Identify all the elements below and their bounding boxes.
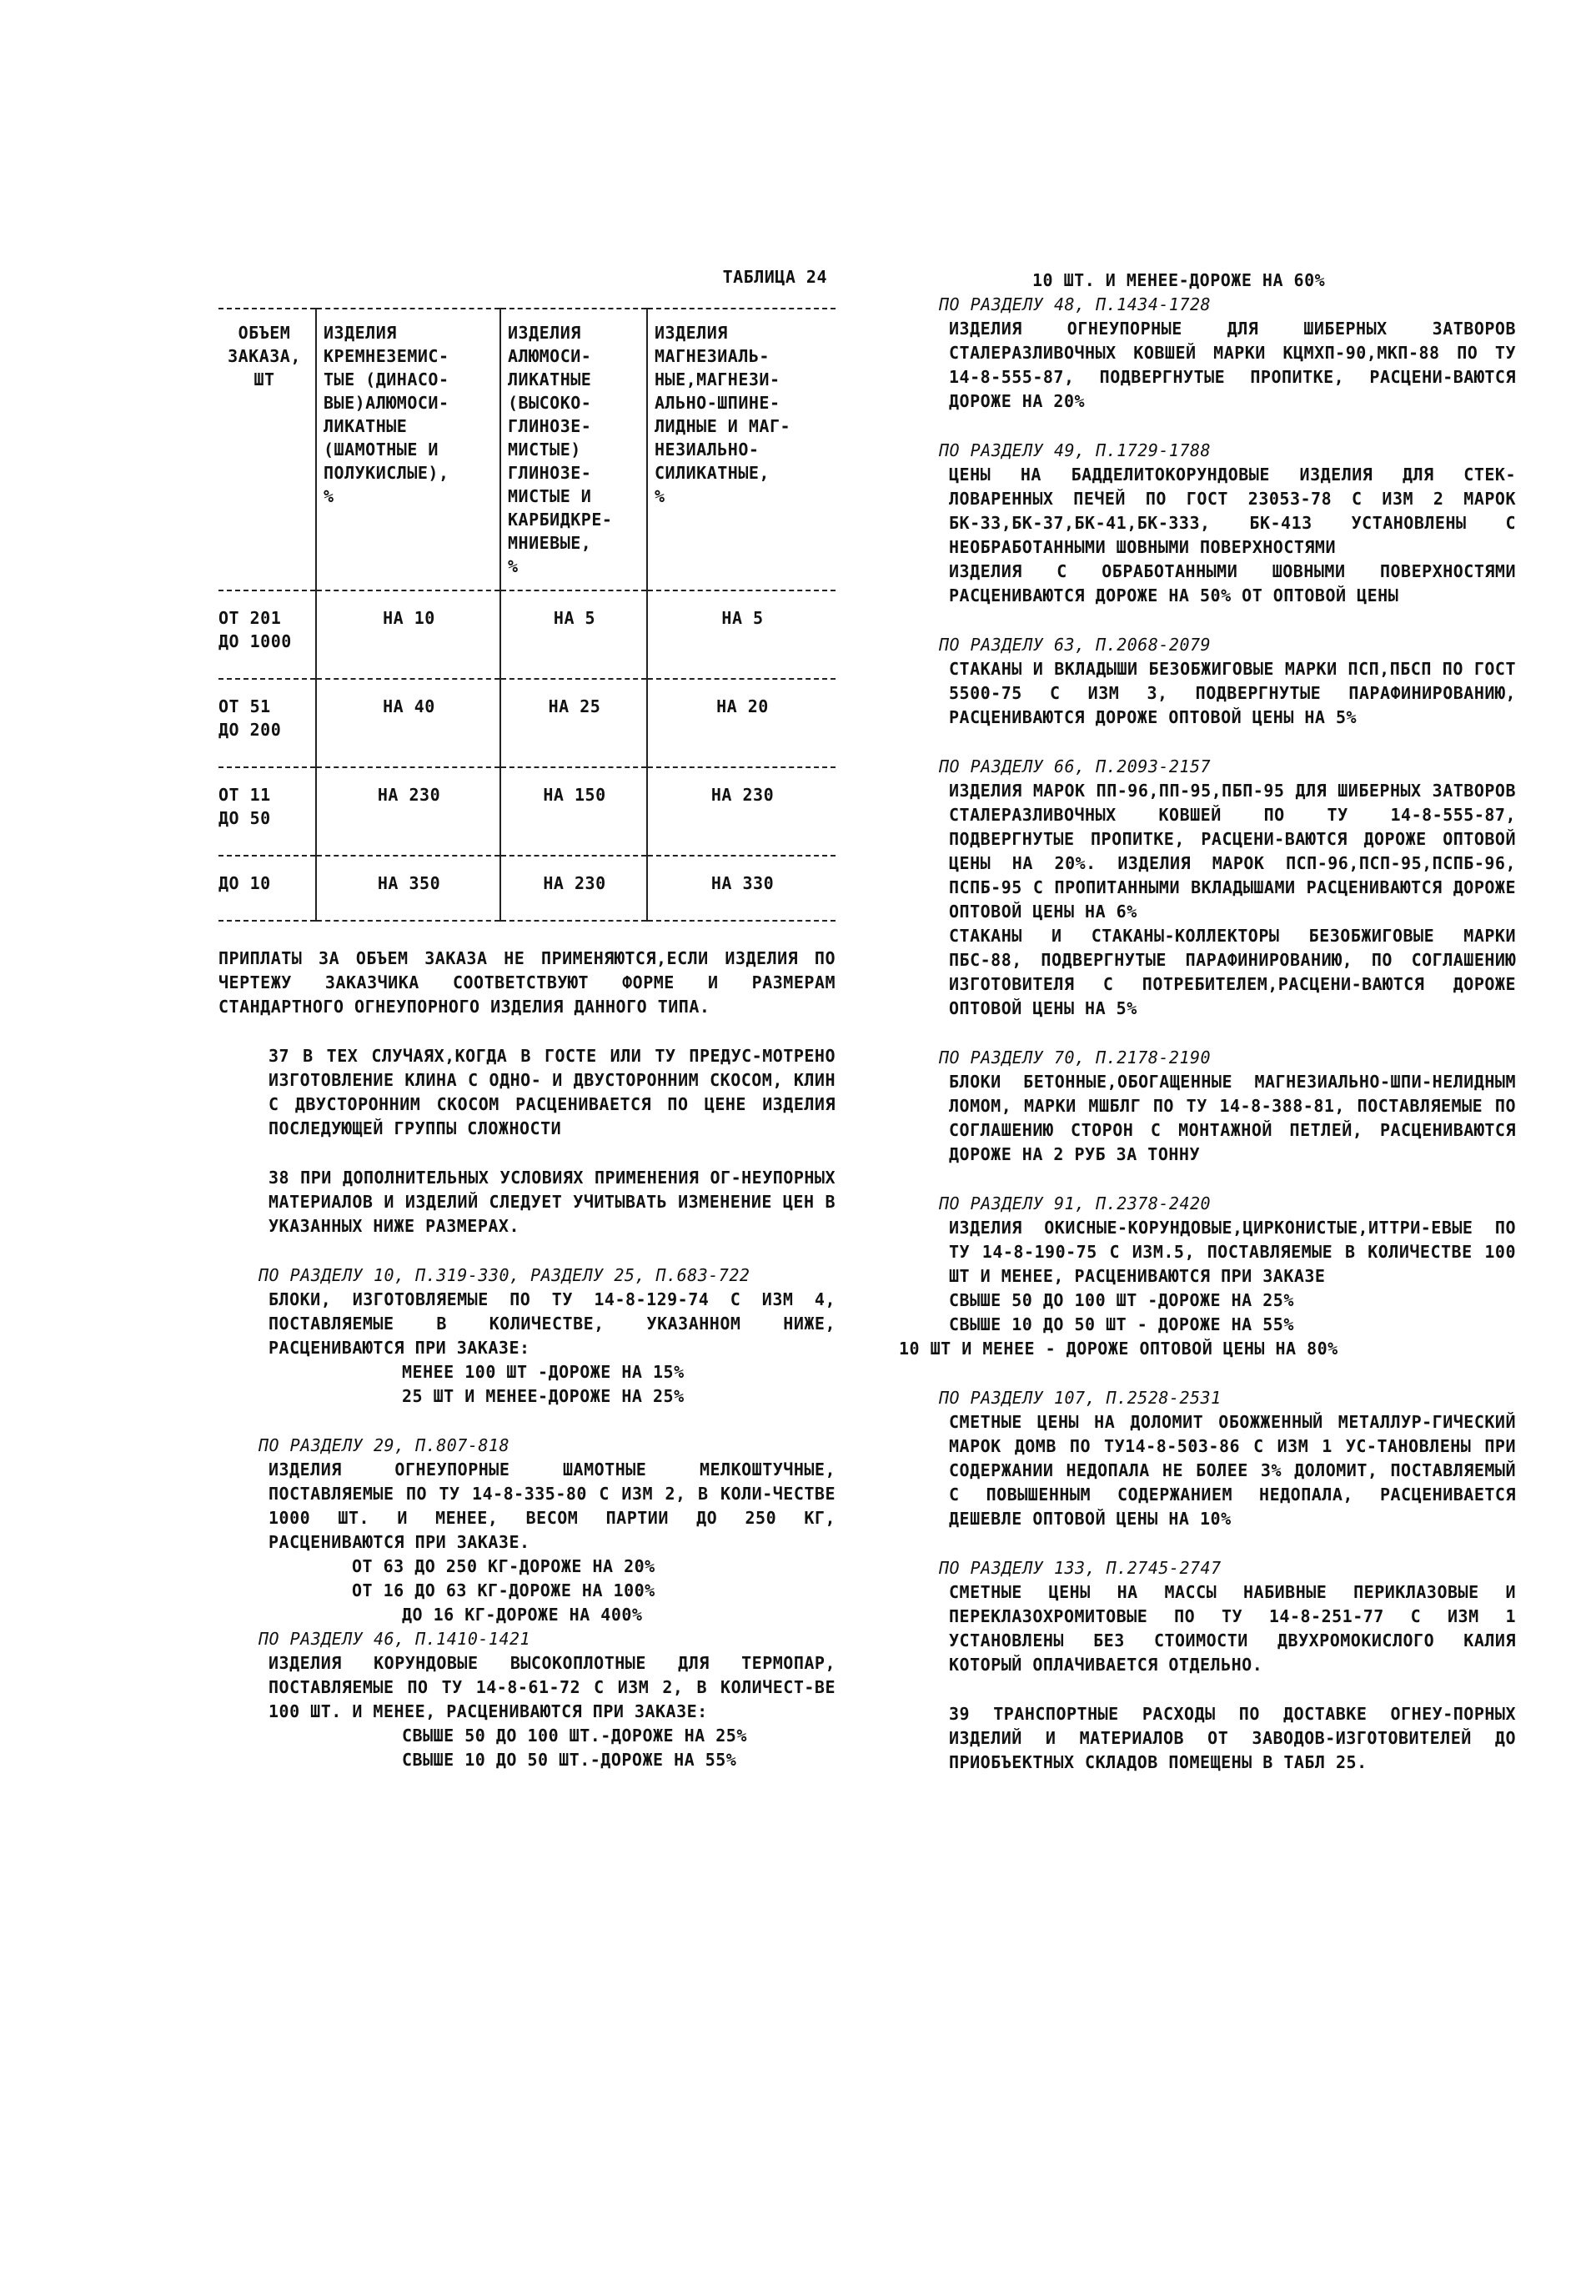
section-text: ИЗДЕЛИЯ ОГНЕУПОРНЫЕ ШАМОТНЫЕ МЕЛКОШТУЧНЫЕ, ПОСТАВЛЯЕМЫЕ ПО ТУ 14-8-335-80 С ИЗМ 2, В КОЛИ-ЧЕСТВЕ 1000 ШТ. И МЕНЕЕ, ВЕСОМ ПАРТИИ ДО 250 КГ, РАСЦЕНИВАЮТСЯ ПРИ ЗАКАЗЕ. [269, 1459, 836, 1552]
right-column [899, 269, 1516, 1775]
section-70 [899, 1046, 1516, 1167]
table-cell: НА 10 [316, 590, 500, 679]
section-133 [899, 1556, 1516, 1677]
table-row [218, 590, 836, 679]
table-cell: ОТ 51 ДО 200 [218, 696, 282, 740]
table-cell: НА 20 [647, 679, 836, 767]
table-caption: ТАБЛИЦА 24 [722, 267, 827, 287]
section-66 [899, 755, 1516, 1021]
section-line: СВЫШЕ 10 ДО 50 ШТ - ДОРОЖЕ НА 55% [949, 1314, 1294, 1334]
section-line: СВЫШЕ 10 ДО 50 ШТ.-ДОРОЖЕ НА 55% [402, 1750, 737, 1770]
section-text: БЛОКИ, ИЗГОТОВЛЯЕМЫЕ ПО ТУ 14-8-129-74 С ИЗМ 4, ПОСТАВЛЯЕМЫЕ В КОЛИЧЕСТВЕ, УКАЗАННОМ НИЖЕ, РАСЦЕНИВАЮТСЯ ПРИ ЗАКАЗЕ: [269, 1289, 836, 1358]
table-cell: НА 230 [316, 767, 500, 856]
section-ref: ПО РАЗДЕЛУ 107, П.2528-2531 [939, 1388, 1222, 1408]
section-text: ИЗДЕЛИЯ КОРУНДОВЫЕ ВЫСОКОПЛОТНЫЕ ДЛЯ ТЕРМОПАР, ПОСТАВЛЯЕМЫЕ ПО ТУ 14-8-61-72 С ИЗМ 2, В КОЛИЧЕСТ-ВЕ 100 ШТ. И МЕНЕЕ, РАСЦЕНИВАЮТСЯ ПРИ ЗАКАЗЕ: [269, 1653, 836, 1721]
section-ref: ПО РАЗДЕЛУ 49, П.1729-1788 [939, 440, 1212, 460]
section-text: СТАКАНЫ И ВКЛАДЫШИ БЕЗОБЖИГОВЫЕ МАРКИ ПСП,ПБСП ПО ГОСТ 5500-75 С ИЗМ 3, ПОДВЕРГНУТЫЕ ПАРАФИНИРОВАНИЮ, РАСЦЕНИВАЮТСЯ ДОРОЖЕ ОПТОВОЙ ЦЕНЫ НА 5% [949, 659, 1516, 727]
section-ref: ПО РАЗДЕЛУ 48, П.1434-1728 [939, 294, 1212, 314]
section-ref: ПО РАЗДЕЛУ 63, П.2068-2079 [939, 635, 1212, 655]
section-107 [899, 1386, 1516, 1531]
section-ref: ПО РАЗДЕЛУ 46, П.1410-1421 [258, 1629, 531, 1649]
section-line: 25 ШТ И МЕНЕЕ-ДОРОЖЕ НА 25% [402, 1386, 685, 1406]
section-63 [899, 633, 1516, 730]
note-volume-surcharge: ПРИПЛАТЫ ЗА ОБЪЕМ ЗАКАЗА НЕ ПРИМЕНЯЮТСЯ,ЕСЛИ ИЗДЕЛИЯ ПО ЧЕРТЕЖУ ЗАКАЗЧИКА СООТВЕТСТВУЮТ ФОРМЕ И РАЗМЕРАМ СТАНДАРТНОГО ОГНЕУПОРНОГО ИЗДЕЛИЯ ДАННОГО ТИПА. [218, 948, 836, 1017]
table-cell: НА 5 [500, 590, 647, 679]
section-ref: ПО РАЗДЕЛУ 29, П.807-818 [258, 1435, 509, 1455]
section-text: ИЗДЕЛИЯ МАРОК ПП-96,ПП-95,ПБП-95 ДЛЯ ШИБЕРНЫХ ЗАТВОРОВ СТАЛЕРАЗЛИВОЧНЫХ КОВШЕЙ ПО ТУ 14-8-555-87, ПОДВЕРГНУТЫЕ ПРОПИТКЕ, РАСЦЕНИ-ВАЮТСЯ ДОРОЖЕ ОПТОВОЙ ЦЕНЫ НА 20%. ИЗДЕЛИЯ МАРОК ПСП-96,ПСП-95,ПСПБ-96, ПСПБ-95 С ПРОПИТАННЫМИ ВКЛАДЫШАМИ РАСЦЕНИВАЮТСЯ ДОРОЖЕ ОПТОВОЙ ЦЕНЫ НА 6% [949, 781, 1516, 922]
section-line: 10 ШТ И МЕНЕЕ - ДОРОЖЕ ОПТОВОЙ ЦЕНЫ НА 80% [899, 1339, 1338, 1359]
section-line: СВЫШЕ 50 ДО 100 ШТ.-ДОРОЖЕ НА 25% [402, 1726, 747, 1746]
section-29 [218, 1434, 836, 1627]
order-volume-table [218, 308, 836, 922]
section-46 [218, 1627, 836, 1772]
section-text: ЦЕНЫ НА БАДДЕЛИТОКОРУНДОВЫЕ ИЗДЕЛИЯ ДЛЯ СТЕК-ЛОВАРЕННЫХ ПЕЧЕЙ ПО ГОСТ 23053-78 С ИЗМ 2 МАРОК БК-33,БК-37,БК-41,БК-333, БК-413 УСТАНОВЛЕНЫ С НЕОБРАБОТАННЫМИ ШОВНЫМИ ПОВЕРХНОСТЯМИ [949, 465, 1516, 557]
section-line: ОТ 16 ДО 63 КГ-ДОРОЖЕ НА 100% [352, 1580, 655, 1600]
header-cell-volume: ОБЪЕМ ЗАКАЗА, ШТ [228, 323, 301, 389]
table-row [218, 679, 836, 767]
paragraph-37: 37 В ТЕХ СЛУЧАЯХ,КОГДА В ГОСТЕ ИЛИ ТУ ПРЕДУС-МОТРЕНО ИЗГОТОВЛЕНИЕ КЛИНА С ОДНО- И ДВУСТОРОННИМ СКОСОМ, КЛИН С ДВУСТОРОННИМ СКОСОМ РАСЦЕНИВАЕТСЯ ПО ЦЕНЕ ИЗДЕЛИЯ ПОСЛЕДУЮЩЕЙ ГРУППЫ СЛОЖНОСТИ [269, 1046, 836, 1138]
section-text: СМЕТНЫЕ ЦЕНЫ НА ДОЛОМИТ ОБОЖЖЕННЫЙ МЕТАЛЛУР-ГИЧЕСКИЙ МАРОК ДОМВ ПО ТУ14-8-503-86 С ИЗМ 1 УС-ТАНОВЛЕНЫ ПРИ СОДЕРЖАНИИ НЕДОПАЛА НЕ БОЛЕЕ 3% ДОЛОМИТ, ПОСТАВЛЯЕМЫЙ С ПОВЫШЕННЫМ СОДЕРЖАНИЕМ НЕДОПАЛА, РАСЦЕНИВАЕТСЯ ДЕШЕВЛЕ ОПТОВОЙ ЦЕНЫ НА 10% [949, 1412, 1516, 1529]
table-row [218, 856, 836, 921]
section-ref: ПО РАЗДЕЛУ 70, П.2178-2190 [939, 1048, 1212, 1068]
left-column [218, 265, 836, 1772]
section-49 [899, 439, 1516, 608]
table-cell: НА 350 [316, 856, 500, 921]
section-line: МЕНЕЕ 100 ШТ -ДОРОЖЕ НА 15% [402, 1362, 685, 1382]
section-text: ИЗДЕЛИЯ ОКИСНЫЕ-КОРУНДОВЫЕ,ЦИРКОНИСТЫЕ,ИТТРИ-ЕВЫЕ ПО ТУ 14-8-190-75 С ИЗМ.5, ПОСТАВЛЯЕМЫЕ В КОЛИЧЕСТВЕ 100 ШТ И МЕНЕЕ, РАСЦЕНИВАЮТСЯ ПРИ ЗАКАЗЕ [949, 1218, 1516, 1286]
table-cell: НА 25 [500, 679, 647, 767]
section-text-2: ИЗДЕЛИЯ С ОБРАБОТАННЫМИ ШОВНЫМИ ПОВЕРХНОСТЯМИ РАСЦЕНИВАЮТСЯ ДОРОЖЕ НА 50% ОТ ОПТОВОЙ ЦЕНЫ [949, 561, 1516, 605]
section-ref: ПО РАЗДЕЛУ 133, П.2745-2747 [939, 1558, 1222, 1578]
table-header-row [218, 309, 836, 590]
section-line: ОТ 63 ДО 250 КГ-ДОРОЖЕ НА 20% [352, 1556, 655, 1576]
section-text: БЛОКИ БЕТОННЫЕ,ОБОГАЩЕННЫЕ МАГНЕЗИАЛЬНО-ШПИ-НЕЛИДНЫМ ЛОМОМ, МАРКИ МШБЛГ ПО ТУ 14-8-388-81, ПОСТАВЛЯЕМЫЕ ПО СОГЛАШЕНИЮ СТОРОН С МОНТАЖНОЙ ПЕТЛЕЙ, РАСЦЕНИВАЮТСЯ ДОРОЖЕ НА 2 РУБ ЗА ТОННУ [949, 1072, 1516, 1164]
table-cell: ОТ 201 ДО 1000 [218, 608, 292, 651]
section-ref: ПО РАЗДЕЛУ 10, П.319-330, РАЗДЕЛУ 25, П.683-722 [258, 1265, 750, 1285]
table-cell: НА 5 [647, 590, 836, 679]
section-text-2: СТАКАНЫ И СТАКАНЫ-КОЛЛЕКТОРЫ БЕЗОБЖИГОВЫЕ МАРКИ ПБС-88, ПОДВЕРГНУТЫЕ ПАРАФИНИРОВАНИЮ, ПО СОГЛАШЕНИЮ ИЗГОТОВИТЕЛЯ С ПОТРЕБИТЕЛЕМ,РАСЦЕНИ-ВАЮТСЯ ДОРОЖЕ ОПТОВОЙ ЦЕНЫ НА 5% [949, 926, 1516, 1018]
table-cell: ДО 10 [218, 873, 271, 893]
header-cell-alumina: ИЗДЕЛИЯ АЛЮМОСИ- ЛИКАТНЫЕ (ВЫСОКО- ГЛИНОЗЕ- МИСТЫЕ) ГЛИНОЗЕ- МИСТЫЕ И КАРБИДКРЕ- МНИЕВЫЕ, % [500, 309, 647, 590]
section-10 [218, 1264, 836, 1409]
section-line: СВЫШЕ 50 ДО 100 ШТ -ДОРОЖЕ НА 25% [949, 1290, 1294, 1310]
table-cell: НА 330 [647, 856, 836, 921]
section-text: СМЕТНЫЕ ЦЕНЫ НА МАССЫ НАБИВНЫЕ ПЕРИКЛАЗОВЫЕ И ПЕРЕКЛАЗОХРОМИТОВЫЕ ПО ТУ 14-8-251-77 С ИЗМ 1 УСТАНОВЛЕНЫ БЕЗ СТОИМОСТИ ДВУХРОМОКИСЛОГО КАЛИЯ КОТОРЫЙ ОПЛАЧИВАЕТСЯ ОТДЕЛЬНО. [949, 1582, 1516, 1675]
table-cell: НА 40 [316, 679, 500, 767]
section-ref: ПО РАЗДЕЛУ 91, П.2378-2420 [939, 1193, 1212, 1213]
continued-line: 10 ШТ. И МЕНЕЕ-ДОРОЖЕ НА 60% [1032, 270, 1326, 290]
table-row [218, 767, 836, 856]
section-line: ДО 16 КГ-ДОРОЖЕ НА 400% [402, 1605, 643, 1625]
table-cell: НА 230 [500, 856, 647, 921]
table-cell: НА 150 [500, 767, 647, 856]
section-ref: ПО РАЗДЕЛУ 66, П.2093-2157 [939, 756, 1212, 776]
table-cell: ОТ 11 ДО 50 [218, 785, 271, 828]
section-text: ИЗДЕЛИЯ ОГНЕУПОРНЫЕ ДЛЯ ШИБЕРНЫХ ЗАТВОРОВ СТАЛЕРАЗЛИВОЧНЫХ КОВШЕЙ МАРКИ КЦМХП-90,МКП-88 ПО ТУ 14-8-555-87, ПОДВЕРГНУТЫЕ ПРОПИТКЕ, РАСЦЕНИ-ВАЮТСЯ ДОРОЖЕ НА 20% [949, 319, 1516, 411]
paragraph-39: 39 ТРАНСПОРТНЫЕ РАСХОДЫ ПО ДОСТАВКЕ ОГНЕУ-ПОРНЫХ ИЗДЕЛИЙ И МАТЕРИАЛОВ ОТ ЗАВОДОВ-ИЗГОТОВИТЕЛЕЙ ДО ПРИОБЪЕКТНЫХ СКЛАДОВ ПОМЕЩЕНЫ В ТАБЛ 25. [949, 1704, 1516, 1772]
table-cell: НА 230 [647, 767, 836, 856]
paragraph-38: 38 ПРИ ДОПОЛНИТЕЛЬНЫХ УСЛОВИЯХ ПРИМЕНЕНИЯ ОГ-НЕУПОРНЫХ МАТЕРИАЛОВ И ИЗДЕЛИЙ СЛЕДУЕТ УЧИТЫВАТЬ ИЗМЕНЕНИЕ ЦЕН В УКАЗАННЫХ НИЖЕ РАЗМЕРАХ. [269, 1168, 836, 1236]
section-91 [899, 1192, 1516, 1361]
header-cell-magnesia: ИЗДЕЛИЯ МАГНЕЗИАЛЬ- НЫЕ,МАГНЕЗИ- АЛЬНО-ШПИНЕ- ЛИДНЫЕ И МАГ- НЕЗИАЛЬНО- СИЛИКАТНЫЕ, % [647, 309, 836, 590]
section-48 [899, 293, 1516, 414]
header-cell-silica: ИЗДЕЛИЯ КРЕМНЕЗЕМИС- ТЫЕ (ДИНАСО- ВЫЕ)АЛЮМОСИ- ЛИКАТНЫЕ (ШАМОТНЫЕ И ПОЛУКИСЛЫЕ), % [316, 309, 500, 590]
